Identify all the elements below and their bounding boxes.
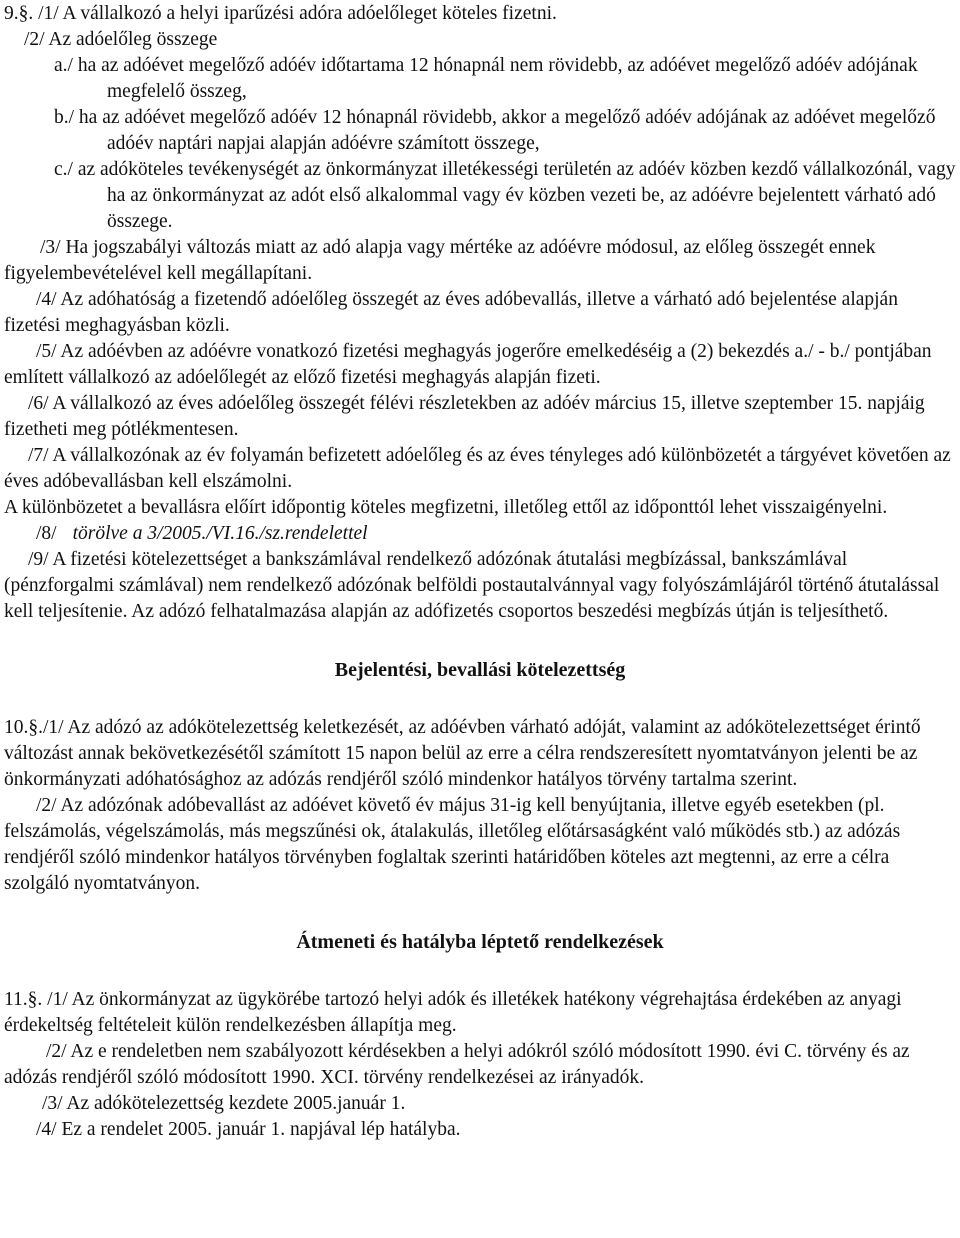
section-9-paragraph-7: /7/ A vállalkozónak az év folyamán befizetett adóelőleg és az éves tényleges adó különbözetét a tárgyévet követően az éves adóbevallásban kell elszámolni.	[4, 445, 951, 492]
section-9-paragraph-5-wrap	[4, 339, 956, 391]
section-9-paragraph-6-wrap	[4, 391, 956, 443]
section-9-paragraph-4-wrap	[4, 287, 956, 339]
section-9-paragraph-6: /6/ A vállalkozó az éves adóelőleg összegét félévi részletekben az adóév március 15, illetve szeptember 15. napjáig fizetheti meg pótlékmentesen.	[4, 393, 925, 440]
document-page	[4, 1, 956, 1143]
section-9-paragraph-2: /2/ Az adóelőleg összege	[24, 29, 218, 50]
section-9-paragraph-9-wrap	[4, 547, 956, 625]
section-10-paragraph-1: 10.§./1/ Az adózó az adókötelezettség keletkezését, az adóévben várható adóját, valamint az adókötelezettséget érintő változást annak bekövetkezésétől számított 15 napon belül az erre a célra rendszeresített nyomtatványon jelenti be az önkormányzati adóhatósághoz az adózás rendjéről szóló mindenkor hatályos törvény tartalma szerint.	[4, 717, 921, 790]
section-10-paragraph-2-wrap	[4, 793, 956, 897]
section-9-paragraph-7-wrap	[4, 443, 956, 495]
section-9-paragraph-8	[4, 521, 956, 547]
section-9-paragraph-8-number: /8/	[36, 523, 57, 544]
section-9-item-a: a./ ha az adóévet megelőző adóév időtartama 12 hónapnál nem rövidebb, az adóévet megelőző adóév adójának megfelelő összeg,	[54, 55, 918, 102]
section-11-paragraph-3: /3/ Az adókötelezettség kezdete 2005.január 1.	[42, 1093, 406, 1114]
section-9-item-b: b./ ha az adóévet megelőző adóév 12 hónapnál rövidebb, akkor a megelőző adóév adójának az adóévet megelőző adóév naptári napjai alapján adóévre számított összege,	[54, 107, 936, 154]
section-11-paragraph-2: /2/ Az e rendeletben nem szabályozott kérdésekben a helyi adókról szóló módosított 1990. évi C. törvény és az adózás rendjéről szóló módosított 1990. XCI. törvény rendelkezései az irányadók.	[4, 1041, 910, 1088]
section-9-paragraph-4: /4/ Az adóhatóság a fizetendő adóelőleg összegét az éves adóbevallás, illetve a várható adó bejelentése alapján fizetési meghagyásban közli.	[4, 289, 898, 336]
section-9-paragraph-8-text: törölve a 3/2005./VI.16./sz.rendelettel	[72, 523, 368, 544]
heading-atmeneti: Átmeneti és hatályba léptető rendelkezések	[296, 931, 664, 953]
section-9-paragraph-3-wrap	[4, 235, 956, 287]
heading-bejelentesi: Bejelentési, bevallási kötelezettség	[334, 659, 626, 681]
section-11-paragraph-4: /4/ Ez a rendelet 2005. január 1. napjával lép hatályba.	[36, 1119, 461, 1140]
section-9-paragraph-5: /5/ Az adóévben az adóévre vonatkozó fizetési meghagyás jogerőre emelkedéséig a (2) bekezdés a./ - b./ pontjában említett vállalkozó az adóelőlegét az előző fizetési meghagyás alapján fizeti.	[4, 341, 932, 388]
section-9-paragraph-7b: A különbözetet a bevallásra előírt időpontig köteles megfizetni, illetőleg ettől az időponttól lehet visszaigényelni.	[4, 497, 888, 518]
section-11-paragraph-2-wrap	[4, 1039, 956, 1091]
section-9-paragraph-1: 9.§. /1/ A vállalkozó a helyi iparűzési adóra adóelőleget köteles fizetni.	[4, 3, 557, 24]
section-9-paragraph-9: /9/ A fizetési kötelezettséget a bankszámlával rendelkező adózónak átutalási megbízással, bankszámlával (pénzforgalmi számlával) nem rendelkező adózónak belföldi postautalvánnyal vagy folyószámlájáról történő átutalással kell teljesítenie. Az adózó felhatalmazása alapján az adófizetés csoportos beszedési megbízás útján is teljesíthető.	[4, 549, 940, 622]
section-11-paragraph-1: 11.§. /1/ Az önkormányzat az ügykörébe tartozó helyi adók és illetékek hatékony végrehajtása érdekében az anyagi érdekeltség feltételeit külön rendelkezésben állapítja meg.	[4, 989, 902, 1036]
section-9-item-c: c./ az adóköteles tevékenységét az önkormányzat illetékességi területén az adóév közben kezdő vállalkozónál, vagy ha az önkormányzat az adót első alkalommal vagy év közben vezeti be, az adóévre bejelentett várható adó összege.	[54, 159, 956, 232]
section-10-paragraph-2: /2/ Az adózónak adóbevallást az adóévet követő év május 31-ig kell benyújtania, illetve egyéb esetekben (pl. felszámolás, végelszámolás, más megszűnési ok, átalakulás, illetőleg előtársaságként való működés stb.) az adózás rendjéről szóló mindenkor hatályos törvényben foglaltak szerinti határidőben köteles azt megtenni, az erre a célra szolgáló nyomtatványon.	[4, 795, 901, 894]
section-9-paragraph-3: /3/ Ha jogszabályi változás miatt az adó alapja vagy mértéke az adóévre módosul, az előleg összegét ennek figyelembevételével kell megállapítani.	[4, 237, 876, 284]
